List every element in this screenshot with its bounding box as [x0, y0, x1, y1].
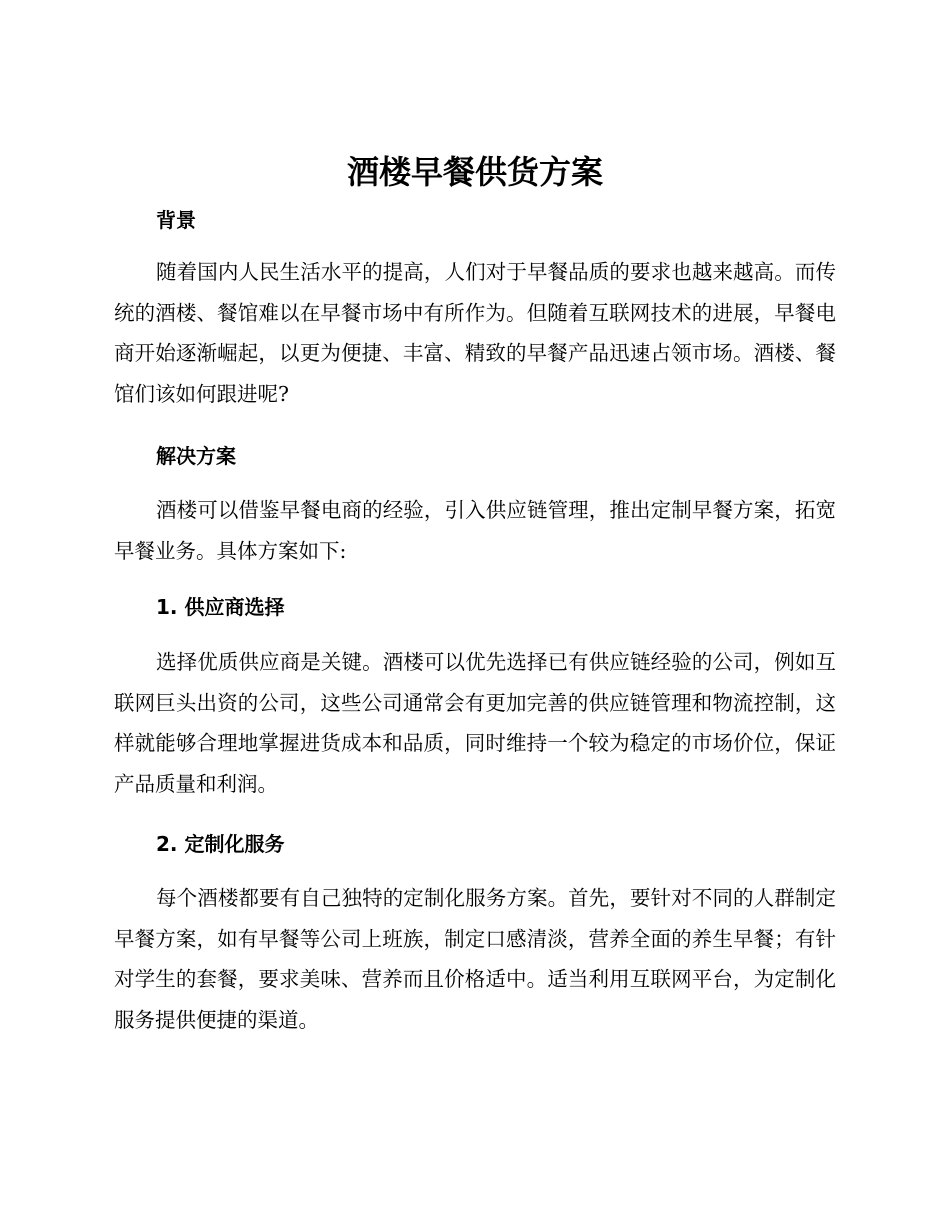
section-heading-customization: 2. 定制化服务 [156, 832, 285, 856]
section-heading-supplier: 1. 供应商选择 [156, 595, 285, 619]
section-paragraph-solution: 酒楼可以借鉴早餐电商的经验，引入供应链管理，推出定制早餐方案，拓宽早餐业务。具体方案如下: [114, 498, 836, 563]
page-title: 酒楼早餐供货方案 [346, 153, 603, 191]
section-paragraph-supplier: 选择优质供应商是关键。酒楼可以优先选择已有供应链经验的公司，例如互联网巨头出资的公司，这些公司通常会有更加完善的供应链管理和物流控制，这样就能够合理地掌握进货成本和品质，同时维持一个较为稳定的市场价位，保证产品质量和利润。 [114, 650, 836, 796]
section-paragraph-background: 随着国内人民生活水平的提高，人们对于早餐品质的要求也越来越高。而传统的酒楼、餐馆难以在早餐市场中有所作为。但随着互联网技术的进展，早餐电商开始逐渐崛起，以更为便捷、丰富、精致的早餐产品迅速占领市场。酒楼、餐馆们该如何跟进呢? [114, 260, 836, 406]
section-heading-solution: 解决方案 [156, 444, 236, 468]
section-paragraph-customization: 每个酒楼都要有自己独特的定制化服务方案。首先，要针对不同的人群制定早餐方案，如有早餐等公司上班族，制定口感清淡，营养全面的养生早餐；有针对学生的套餐，要求美味、营养而且价格适中。适当利用互联网平台，为定制化服务提供便捷的渠道。 [114, 886, 836, 1032]
section-heading-background: 背景 [156, 208, 196, 232]
